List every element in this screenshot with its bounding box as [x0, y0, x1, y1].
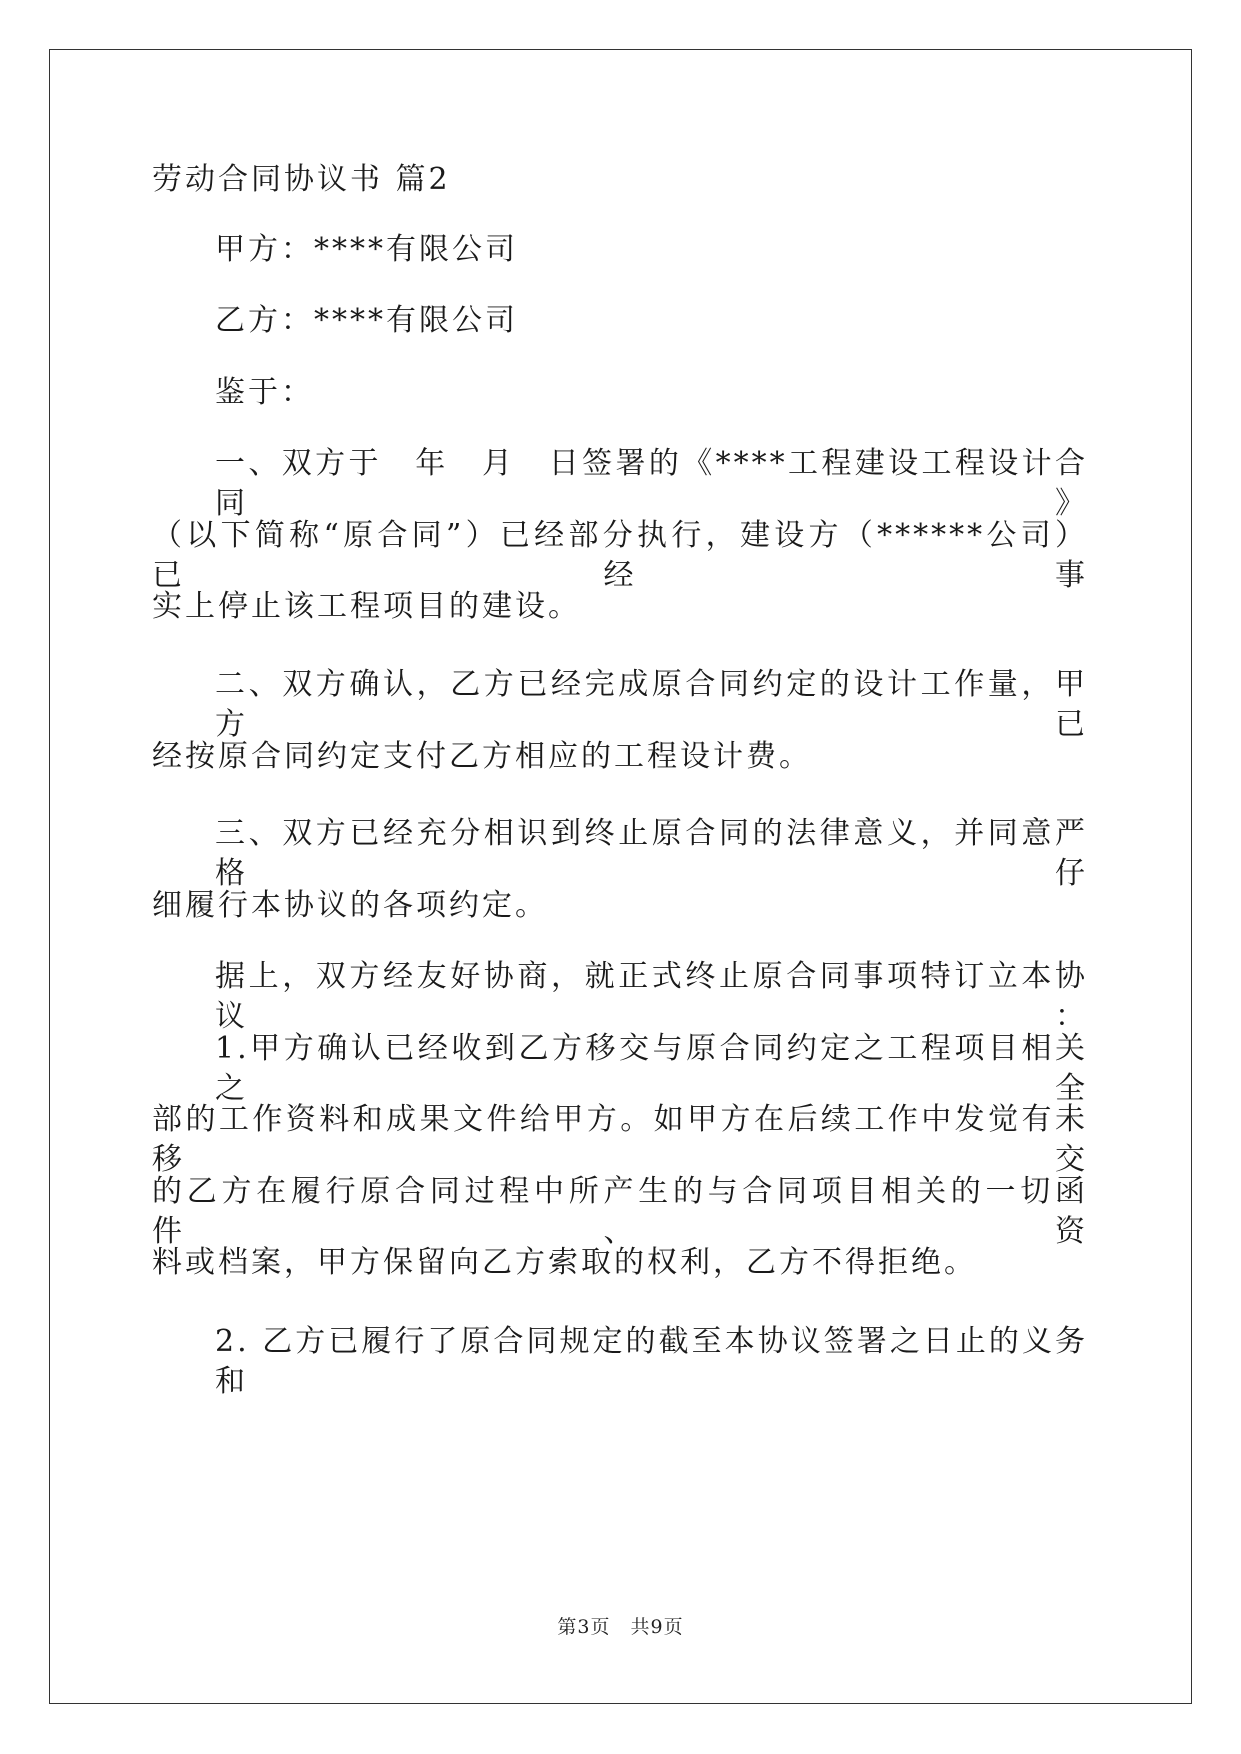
clause-3-line-1: 三、双方已经充分相识到终止原合同的法律意义，并同意严格仔 [215, 816, 1088, 891]
document-heading: 劳动合同协议书 篇2 [152, 162, 451, 197]
party-a-line: 甲方：****有限公司 [215, 232, 518, 267]
clause-3-line-2: 细履行本协议的各项约定。 [152, 888, 548, 923]
clause-1-line-2: （以下简称“原合同”）已经部分执行，建设方（******公司）已经事 [152, 518, 1088, 593]
article-1-line-3: 的乙方在履行原合同过程中所产生的与合同项目相关的一切函件、资 [152, 1174, 1088, 1249]
clause-1-line-3: 实上停止该工程项目的建设。 [152, 589, 581, 624]
article-1-line-1: 1.甲方确认已经收到乙方移交与原合同约定之工程项目相关之全 [215, 1031, 1088, 1106]
party-b-line: 乙方：****有限公司 [215, 303, 518, 338]
clause-1-line-1: 一、双方于 年 月 日签署的《****工程建设工程设计合同》 [215, 446, 1088, 521]
clause-2-line-2: 经按原合同约定支付乙方相应的工程设计费。 [152, 739, 812, 774]
article-1-line-4: 料或档案，甲方保留向乙方索取的权利，乙方不得拒绝。 [152, 1245, 977, 1280]
article-1-line-2: 部的工作资料和成果文件给甲方。如甲方在后续工作中发觉有未移交 [152, 1102, 1088, 1177]
agreement-intro-line: 据上，双方经友好协商，就正式终止原合同事项特订立本协议： [215, 959, 1088, 1034]
article-2-line-1: 2. 乙方已履行了原合同规定的截至本协议签署之日止的义务和 [215, 1324, 1088, 1399]
clause-2-line-1: 二、双方确认，乙方已经完成原合同约定的设计工作量，甲方已 [215, 667, 1088, 742]
page-number-text: 第3页 共9页 [557, 1616, 684, 1638]
page-number-footer [0, 1612, 1241, 1639]
whereas-label: 鉴于： [215, 375, 314, 410]
